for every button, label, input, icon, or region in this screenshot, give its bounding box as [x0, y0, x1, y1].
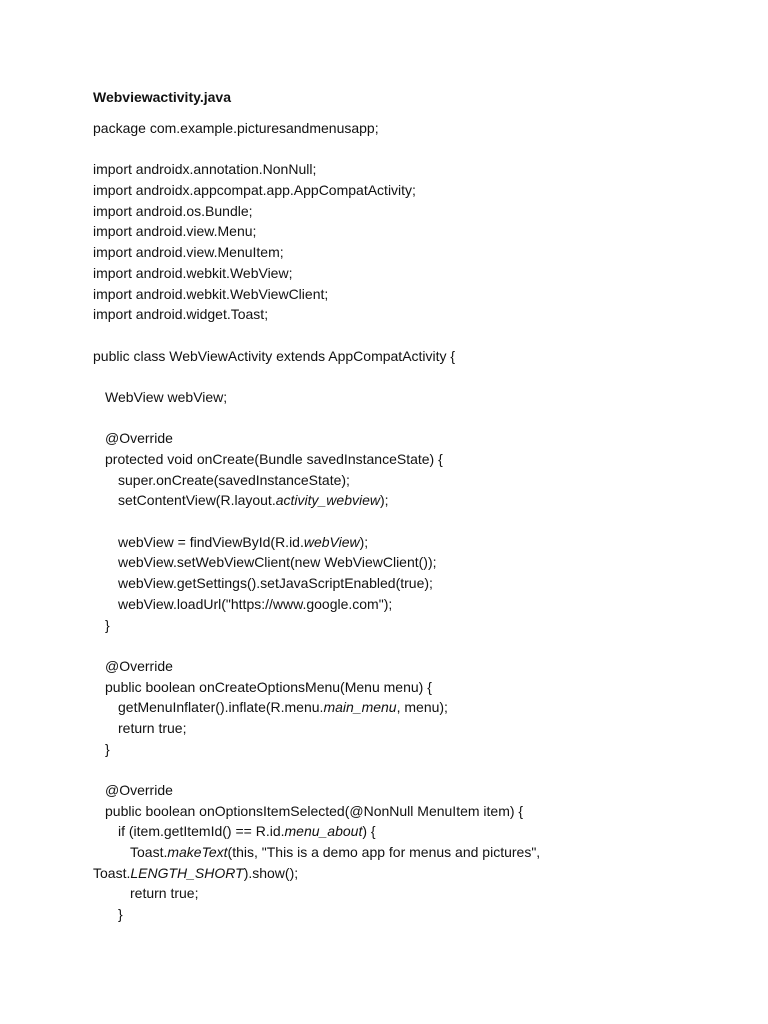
code-line-field: WebView webView;	[105, 388, 228, 405]
blank-line	[93, 759, 733, 780]
code-line-statement: webView.getSettings().setJavaScriptEnabled(true);	[118, 575, 433, 592]
code-line-import: import android.os.Bundle;	[93, 202, 253, 219]
blank-line	[93, 635, 733, 656]
code-line-statement	[93, 697, 733, 718]
code-identifier-italic: activity_webview	[275, 492, 380, 509]
code-line-statement	[93, 842, 733, 863]
code-line-statement: super.onCreate(savedInstanceState);	[118, 471, 350, 488]
code-text: if (item.getItemId() == R.id.	[118, 823, 285, 840]
code-line-class-declaration: public class WebViewActivity extends AppCompatActivity {	[93, 347, 456, 364]
code-line-import: import android.webkit.WebViewClient;	[93, 285, 329, 302]
code-line-statement: webView.loadUrl("https://www.google.com");	[118, 595, 393, 612]
document-title: Webviewactivity.java	[93, 89, 231, 105]
code-text: , menu);	[396, 699, 448, 716]
code-identifier-italic: LENGTH_SHORT	[130, 864, 244, 881]
code-line-statement: return true;	[130, 885, 199, 902]
code-line-statement	[93, 490, 733, 511]
code-line-statement: return true;	[118, 719, 187, 736]
code-line-import: import android.widget.Toast;	[93, 306, 269, 323]
code-text: );	[379, 492, 389, 509]
code-line-package: package com.example.picturesandmenusapp;	[93, 120, 379, 136]
blank-line	[93, 325, 733, 346]
code-line-import: import android.webkit.WebView;	[93, 264, 293, 281]
code-line-import: import android.view.Menu;	[93, 223, 257, 240]
code-line-closing-brace: }	[105, 616, 110, 633]
code-line-method-signature: public boolean onCreateOptionsMenu(Menu menu) {	[105, 678, 432, 695]
code-line-wrapped	[93, 863, 733, 884]
code-text: );	[359, 533, 369, 550]
code-text: webView = findViewById(R.id.	[118, 533, 304, 550]
code-line-import: import android.view.MenuItem;	[93, 244, 284, 261]
blank-line	[93, 366, 733, 387]
code-line-method-signature: public boolean onOptionsItemSelected(@NonNull MenuItem item) {	[105, 802, 524, 819]
code-line-annotation: @Override	[105, 430, 173, 447]
code-text: ) {	[362, 823, 376, 840]
code-line-annotation: @Override	[105, 782, 173, 798]
code-line-closing-brace: }	[105, 740, 110, 757]
code-identifier-italic: menu_about	[284, 823, 363, 840]
code-line-method-signature: protected void onCreate(Bundle savedInstanceState) {	[105, 451, 443, 467]
code-block	[93, 118, 733, 925]
code-text: Toast.	[93, 864, 131, 881]
code-line-statement: webView.setWebViewClient(new WebViewClient());	[118, 554, 437, 571]
code-text: (this, "This is a demo app for menus and pictures",	[227, 844, 541, 861]
blank-line	[93, 511, 733, 532]
code-text: setContentView(R.layout.	[118, 492, 276, 509]
blank-line	[93, 139, 733, 160]
code-identifier-italic: main_menu	[323, 699, 397, 716]
code-line-import: import androidx.annotation.NonNull;	[93, 161, 317, 178]
blank-line	[93, 408, 733, 429]
code-line-import: import androidx.appcompat.app.AppCompatActivity;	[93, 182, 416, 199]
document-page	[93, 87, 733, 925]
code-line-annotation: @Override	[105, 657, 173, 674]
code-line-statement	[93, 532, 733, 553]
code-identifier-italic: webView	[303, 533, 360, 550]
code-line-closing-brace: }	[118, 906, 123, 923]
code-text: Toast.	[130, 844, 168, 861]
code-line-if-statement	[93, 821, 733, 842]
code-identifier-italic: makeText	[167, 844, 228, 861]
code-text: getMenuInflater().inflate(R.menu.	[118, 699, 324, 716]
code-text: ).show();	[243, 864, 299, 881]
